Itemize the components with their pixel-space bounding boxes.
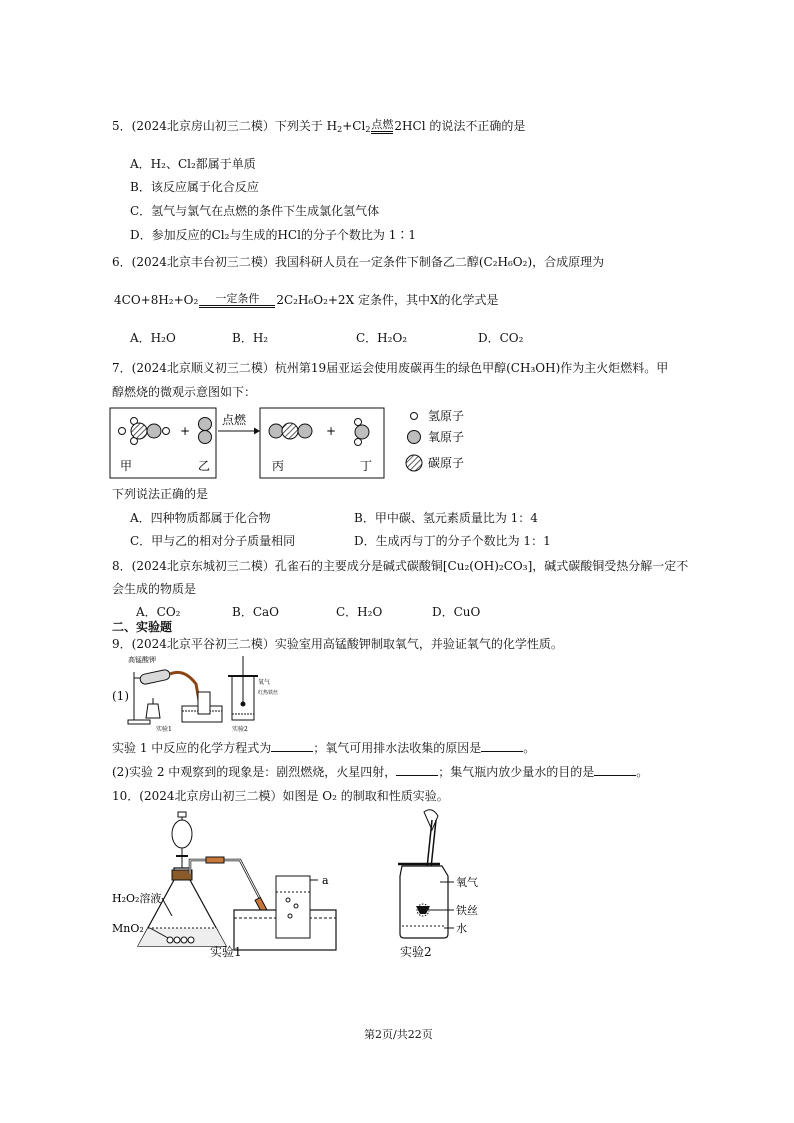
section-title: 二、实验题 [112,620,173,634]
q6-option-b[interactable]: B．H₂ [232,331,269,345]
plus-sign: + [180,424,191,438]
svg-text:红热铁丝: 红热铁丝 [258,690,279,696]
q5-option-b[interactable]: B．该反应属于化合反应 [130,180,259,194]
oxygen-legend-icon [408,431,421,444]
q10-stem: 10．(2024北京房山初三二模）如图是 O₂ 的制取和性质实验。 [112,789,449,803]
q9-part1-question: 实验 1 中反应的化学方程式为 ；氧气可用排水法收集的原因是 。 [112,741,536,755]
q8-option-b[interactable]: B．CaO [232,605,279,619]
q9-part2-question: (2)实验 2 中观察到的现象是：剧烈燃烧，火星四射， ；集气瓶内放少量水的目的是 。 [112,765,649,779]
legend-hydrogen: 氢原子 [428,409,465,423]
label-exp1: 实验1 [210,945,242,959]
label-water: 水 [456,922,467,935]
label-exp2: 实验2 [400,945,432,959]
reaction-condition: 点燃 [371,119,393,134]
answer-blank-reason[interactable] [481,741,523,752]
q7-option-c[interactable]: C．甲与乙的相对分子质量相同 [130,534,296,548]
q6-stem: 6．(2024北京丰台初三二模）我国科研人员在一定条件下制备乙二醇(C₂H₆O₂)，合成原理为 [112,255,605,269]
q9-part1-number: (1) [112,689,129,703]
label-ding: 丁 [360,459,373,473]
label-iron-wire: 铁丝 [456,904,478,917]
legend-oxygen: 氧原子 [428,430,465,444]
q7-option-d[interactable]: D．生成丙与丁的分子个数比为 1：1 [354,534,551,548]
q5-option-a[interactable]: A．H₂、Cl₂都属于单质 [130,157,256,171]
label-jia: 甲 [120,459,133,473]
page-number: 第2页/共22页 [364,1028,433,1041]
label-oxygen: 氧气 [456,876,478,889]
answer-blank-equation[interactable] [271,741,313,752]
carbon-atom [131,423,147,439]
legend-carbon: 碳原子 [428,456,465,470]
q8-option-a[interactable]: A．CO₂ [136,605,181,619]
q8-stem-line1: 8．(2024北京东城初三二模）孔雀石的主要成分是碱式碳酸铜[Cu₂(OH)₂CO₃]，碱式碳酸铜受热分解一定不 [112,559,689,573]
q7-option-a[interactable]: A．四种物质都属于化合物 [130,511,271,525]
q7-micro-diagram [108,404,488,482]
svg-text:+: + [326,424,337,438]
label-h2o2: H₂O₂溶液 [112,892,162,905]
q7-option-b[interactable]: B．甲中碳、氢元素质量比为 1：4 [354,511,538,525]
label-bing: 丙 [272,459,285,473]
q7-lead: 下列说法正确的是 [112,487,209,501]
q6-equation: 4CO+8H₂+O₂ 一定条件 2C₂H₆O₂+2X 定条件，其中X的化学式是 [114,292,499,307]
q6-option-d[interactable]: D．CO₂ [478,331,524,345]
carbon-legend-icon [406,455,422,471]
q5-option-d[interactable]: D．参加反应的Cl₂与生成的HCl的分子个数比为 1∶1 [130,228,417,242]
q6-option-c[interactable]: C．H₂O₂ [356,331,408,345]
q5-stem: 5．(2024北京房山初三二模）下列关于 $H_2+Cl_2$ 点燃 2HCl 的说法不正确的是 [112,118,526,134]
q9-stem: 9．(2024北京平谷初三二模）实验室用高锰酸钾制取氧气，并验证氧气的化学性质。 [112,637,563,651]
arrow-condition: 点燃 [222,413,247,427]
q7-stem-line2: 醇燃烧的微观示意图如下： [112,385,257,399]
oxygen-atom [147,424,161,438]
q8-option-c[interactable]: C．H₂O [336,605,383,619]
q6-option-a[interactable]: A．H₂O [130,331,176,345]
svg-text:实验2: 实验2 [232,726,248,733]
label-mno2: MnO₂ [112,922,144,935]
svg-text:实验1: 实验1 [156,726,172,733]
hydrogen-legend-icon [411,413,418,420]
q9-apparatus-figure [126,654,279,733]
label-a: a [322,874,329,887]
label-yi: 乙 [198,459,211,473]
svg-text:高锰酸钾: 高锰酸钾 [128,656,156,664]
answer-blank-phenomenon[interactable] [396,765,438,776]
q8-option-d[interactable]: D．CuO [432,605,481,619]
q5-option-c[interactable]: C．氢气与氯气在点燃的条件下生成氯化氢气体 [130,204,380,218]
svg-text:氧气: 氧气 [258,679,271,686]
q8-stem-line2: 会生成的物质是 [112,582,197,596]
answer-blank-purpose[interactable] [594,765,636,776]
q7-stem-line1: 7．(2024北京顺义初三二模）杭州第19届亚运会使用废碳再生的绿色甲醇(CH₃OH)作为主火炬燃料。甲 [112,361,669,375]
q10-apparatus-figure [110,806,510,966]
